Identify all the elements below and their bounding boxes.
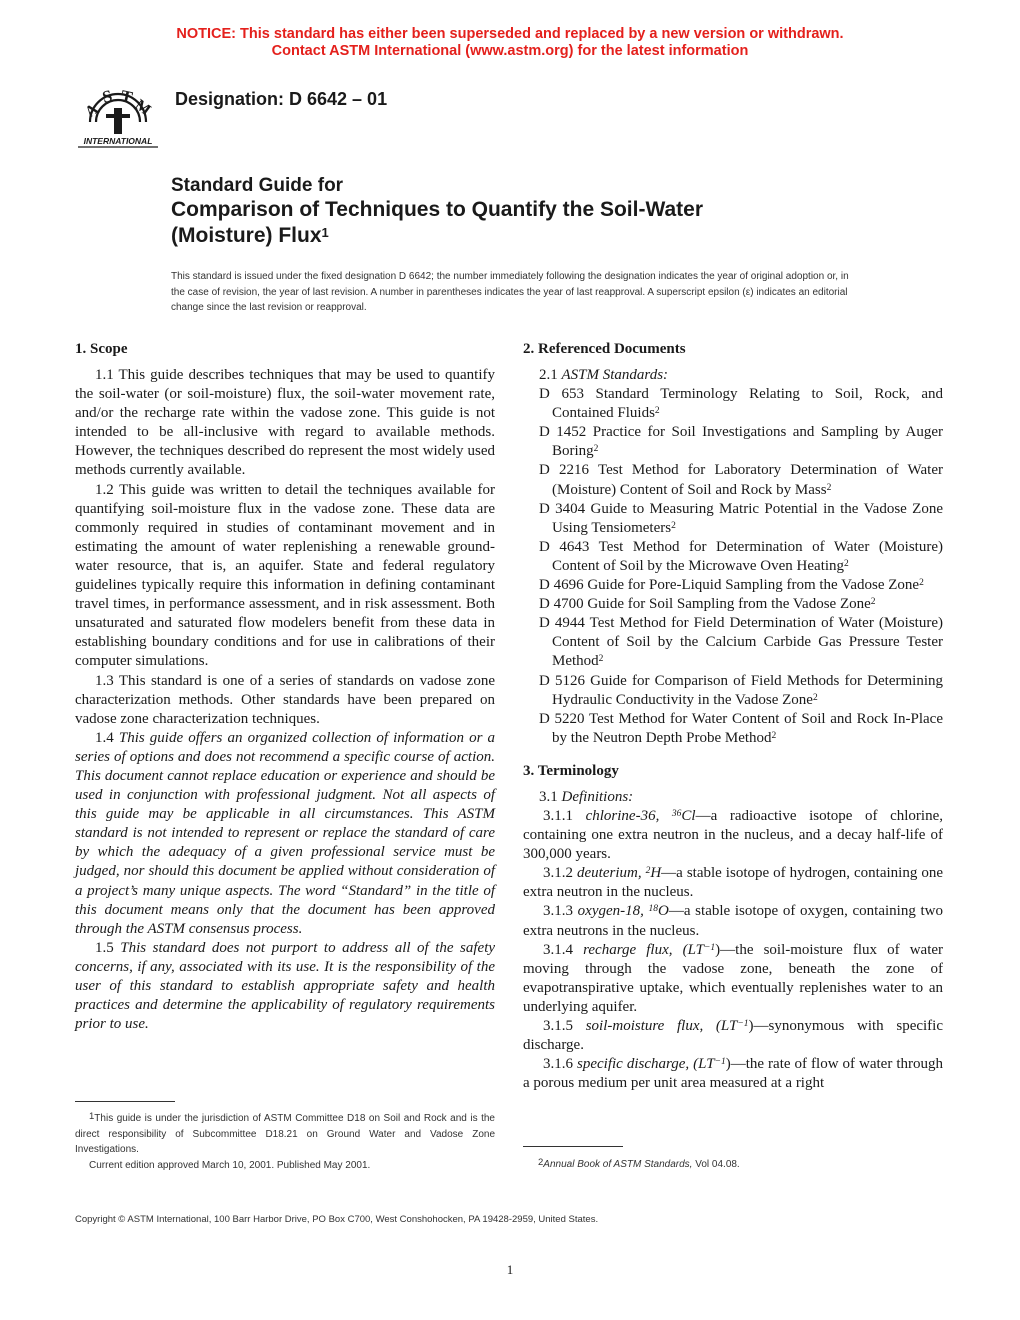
footnote-2 <box>538 1157 958 1173</box>
footnote-2-italic: Annual Book of ASTM Standards, <box>543 1159 693 1170</box>
logo-wordmark: INTERNATIONAL <box>83 136 153 146</box>
footnote-1 <box>75 1111 495 1173</box>
terminology-sub-number: 3.1 <box>539 788 558 805</box>
title-footnote-mark: 1 <box>321 225 329 240</box>
reference-item <box>523 385 943 423</box>
reference-item <box>523 500 943 538</box>
withdrawn-notice <box>0 26 1020 60</box>
reference-footnote-mark: 2 <box>771 730 777 741</box>
scope-heading: 1. Scope <box>75 341 128 357</box>
reference-footnote-mark: 2 <box>870 597 876 608</box>
svg-text:A: A <box>81 100 102 122</box>
reference-footnote-mark: 2 <box>844 558 849 569</box>
reference-footnote-mark: 2 <box>826 482 832 493</box>
reference-item <box>523 576 943 595</box>
footnote-1-approval: Current edition approved March 10, 2001. Published May 2001. <box>89 1159 371 1171</box>
definition-term-group <box>583 942 715 958</box>
notice-line-2: Contact ASTM International (www.astm.org) for the latest information <box>271 43 749 59</box>
definition-item <box>523 941 943 1017</box>
definition-text: —a stable isotope of hydrogen, containing one extra neutron in the nucleus. <box>523 865 943 901</box>
definition-text: )—synonymous with specific discharge. <box>523 1018 943 1054</box>
terminology-sub-title: Definitions: <box>561 788 634 805</box>
definition-term: specific discharge, <box>577 1056 690 1073</box>
definition-item <box>523 1055 943 1093</box>
reference-footnote-mark: 2 <box>812 692 818 703</box>
svg-text:M: M <box>131 96 154 120</box>
definition-text: )—the soil-moisture flux of water moving through the vadose zone, beneath the zone of evapotranspirative uptake, which eventually replenishes water to an underlying aquifer. <box>523 941 944 1015</box>
document-title <box>171 175 831 249</box>
definition-number: 3.1.4 <box>543 941 573 958</box>
definition-isotope-mass: 36 <box>671 808 682 819</box>
definition-number: 3.1.1 <box>543 807 573 824</box>
reference-text: D 5220 Test Method for Water Content of Soil and Rock In-Place by the Neutron Depth Probe Method <box>539 710 943 746</box>
reference-footnote-mark: 2 <box>671 520 676 531</box>
astm-logo-icon <box>76 78 160 150</box>
reference-text: D 4696 Guide for Pore-Liquid Sampling from the Vadose Zone <box>539 577 920 594</box>
reference-footnote-mark: 2 <box>598 654 604 665</box>
terminology-subheading <box>523 788 943 807</box>
definition-isotope-mass: 18 <box>648 904 659 915</box>
referenced-sub-title: ASTM Standards: <box>561 367 669 383</box>
scope-text: This standard does not purport to address all of the safety concerns, if any, associated with its use. It is the responsibility of the user of this standard to establish appropriate safety and health practices and determine the applicability of regulatory requirements prior to use. <box>75 939 496 1033</box>
reference-footnote-mark: 2 <box>919 578 924 589</box>
referenced-documents-heading: 2. Referenced Documents <box>523 341 686 357</box>
svg-text:T: T <box>119 86 135 108</box>
footnote-1-text <box>75 1111 495 1158</box>
scope-text: This guide offers an organized collection of information or a series of options and does not recommend a specific course of action. This document cannot replace education or experience and should be used in conjunction with professional judgment. Not all aspects of this guide may be applicable in all circumstances. This ASTM standard is not intended to represent or replace the standard of care by which the adequacy of a given professional service must be judged, nor should this document be applied without consideration of a project’s many unique aspects. The word “Standard” in the title of this document means only that the document has been approved through the ASTM consensus process. <box>75 729 496 937</box>
scope-number: 1.5 <box>95 939 114 956</box>
definition-term-group <box>586 808 696 824</box>
reference-item <box>523 423 943 461</box>
definition-term: deuterium, <box>577 865 642 882</box>
referenced-sub-number: 2.1 <box>539 367 558 383</box>
reference-item <box>523 538 943 576</box>
scope-paragraph: 1.1 This guide describes techniques that may be used to quantify the soil-water (or soil-moisture) flux, the soil-water movement rate, and/or the recharge rate within the vadose zone. This guide is not intended to be all-inclusive with regard to available methods. However, the techniques described do represent the most widely used methods currently available. <box>75 367 495 479</box>
definition-term-group <box>577 865 661 881</box>
definition-unit-exponent: −1 <box>737 1019 749 1029</box>
definition-term-group <box>578 903 669 919</box>
svg-text:S: S <box>100 86 115 107</box>
definition-unit: (LT <box>715 1018 738 1034</box>
copyright-line: Copyright © ASTM International, 100 Barr Harbor Drive, PO Box C700, West Conshohocken, PA 19428-2959, United States. <box>75 1214 599 1225</box>
definition-term: oxygen-18, <box>577 903 644 920</box>
scope-paragraph: 1.2 This guide was written to detail the techniques available for quantifying soil-moisture flux in the vadose zone. These data are commonly required in studies of contaminant movement and in estimating the amount of water replenishing a renewable ground-water resource, that is, an aquifer. State and federal regulatory guidelines typically require this information in defining contaminant travel times, in performance assessment, and in risk assessment. Both unsaturated and saturated flow modelers benefit from these data in establishing boundary conditions and for use in calibrations of their computer simulations. <box>75 481 495 670</box>
definition-number: 3.1.5 <box>543 1018 573 1034</box>
title-line-2: (Moisture) Flux <box>171 224 322 247</box>
reference-item <box>523 710 943 748</box>
designation: Designation: D 6642 – 01 <box>175 89 388 109</box>
footnote-rule-left <box>75 1101 175 1102</box>
definition-symbol: Cl <box>681 807 696 824</box>
scope-paragraph-italic <box>75 939 495 1034</box>
reference-item <box>523 672 943 710</box>
footnote-1-mark: 1 <box>89 1111 95 1122</box>
reference-item <box>523 595 943 614</box>
definition-term: chlorine-36, <box>585 807 660 824</box>
reference-text: D 2216 Test Method for Laboratory Determination of Water (Moisture) Content of Soil and Rock by Mass <box>539 462 943 498</box>
definition-isotope-mass: 2 <box>645 866 651 877</box>
reference-text: D 4643 Test Method for Determination of Water (Moisture) Content of Soil by the Microwave Oven Heating <box>539 538 943 574</box>
footnote-1-body: This guide is under the jurisdiction of ASTM Committee D18 on Soil and Rock and is the direct responsibility of Subcommittee D18.21 on Ground Water and Vadose Zone Investigations. <box>75 1113 495 1155</box>
issued-note: This standard is issued under the fixed designation D 6642; the number immediately following the designation indicates the year of original adoption or, in the case of revision, the year of last revision. A number in parentheses indicates the year of last reapproval. A superscript epsilon (ε) indicates an editorial change since the last revision or reapproval. <box>171 271 849 313</box>
definition-number: 3.1.3 <box>543 903 573 920</box>
reference-text: D 5126 Guide for Comparison of Field Methods for Determining Hydraulic Conductivity in the Vadose Zone <box>539 672 943 708</box>
definition-list <box>523 807 943 1093</box>
definition-text: —a radioactive isotope of chlorine, containing one extra neutron in the nucleus, and a decay half-life of 300,000 years. <box>523 807 943 863</box>
reference-footnote-mark: 2 <box>654 406 660 417</box>
reference-item <box>523 461 943 499</box>
footnote-rule-right <box>523 1146 623 1147</box>
definition-term: soil-moisture flux, <box>585 1018 704 1034</box>
definition-number: 3.1.6 <box>543 1056 573 1073</box>
title-line-1: Comparison of Techniques to Quantify the Soil-Water <box>171 198 704 221</box>
definition-term-group <box>577 1056 726 1072</box>
definition-term-group <box>586 1018 749 1034</box>
definition-item <box>523 864 943 902</box>
definition-term: recharge flux, <box>583 941 673 958</box>
page-number: 1 <box>506 1262 514 1277</box>
footnote-2-mark: 2 <box>538 1157 544 1168</box>
definition-text: )—the rate of flow of water through a porous medium per unit area measured at a right <box>523 1056 943 1092</box>
definition-unit-exponent: −1 <box>704 942 716 953</box>
definition-unit: (LT <box>682 941 704 958</box>
terminology-heading: 3. Terminology <box>523 762 619 779</box>
notice-line-1: NOTICE: This standard has either been superseded and replaced by a new version or withdrawn. <box>176 26 844 42</box>
reference-footnote-mark: 2 <box>593 444 599 455</box>
reference-text: D 4944 Test Method for Field Determination of Water (Moisture) Content of Soil by the Calcium Carbide Gas Pressure Tester Method <box>539 615 943 670</box>
reference-item <box>523 614 943 671</box>
definition-symbol: H <box>650 865 662 882</box>
referenced-subheading <box>523 366 943 385</box>
scope-paragraph-italic <box>75 729 495 939</box>
footnote-2-body: Vol 04.08. <box>692 1159 740 1170</box>
scope-paragraph: 1.3 This standard is one of a series of standards on vadose zone characterization methods. Other standards have been prepared on vadose zone characterization techniques. <box>75 672 495 727</box>
reference-text: D 3404 Guide to Measuring Matric Potential in the Vadose Zone Using Tensiometers <box>539 500 943 536</box>
reference-list <box>523 385 943 748</box>
definition-unit-exponent: −1 <box>714 1057 726 1068</box>
definition-symbol: O <box>658 903 669 920</box>
definition-item <box>523 902 943 940</box>
definition-number: 3.1.2 <box>543 865 573 882</box>
left-column <box>75 338 495 1034</box>
definition-unit: (LT <box>693 1056 715 1073</box>
reference-text: D 1452 Practice for Soil Investigations and Sampling by Auger Boring <box>539 424 943 460</box>
title-prefix: Standard Guide for <box>171 175 344 196</box>
scope-number: 1.4 <box>95 729 114 746</box>
right-column <box>523 338 943 1093</box>
definition-item <box>523 1017 943 1055</box>
definition-text: —a stable isotope of oxygen, containing two extra neutrons in the nucleus. <box>523 903 943 939</box>
definition-item <box>523 807 943 864</box>
reference-text: D 4700 Guide for Soil Sampling from the Vadose Zone <box>539 596 871 613</box>
reference-text: D 653 Standard Terminology Relating to Soil, Rock, and Contained Fluids <box>539 386 943 422</box>
title-main <box>171 197 831 249</box>
